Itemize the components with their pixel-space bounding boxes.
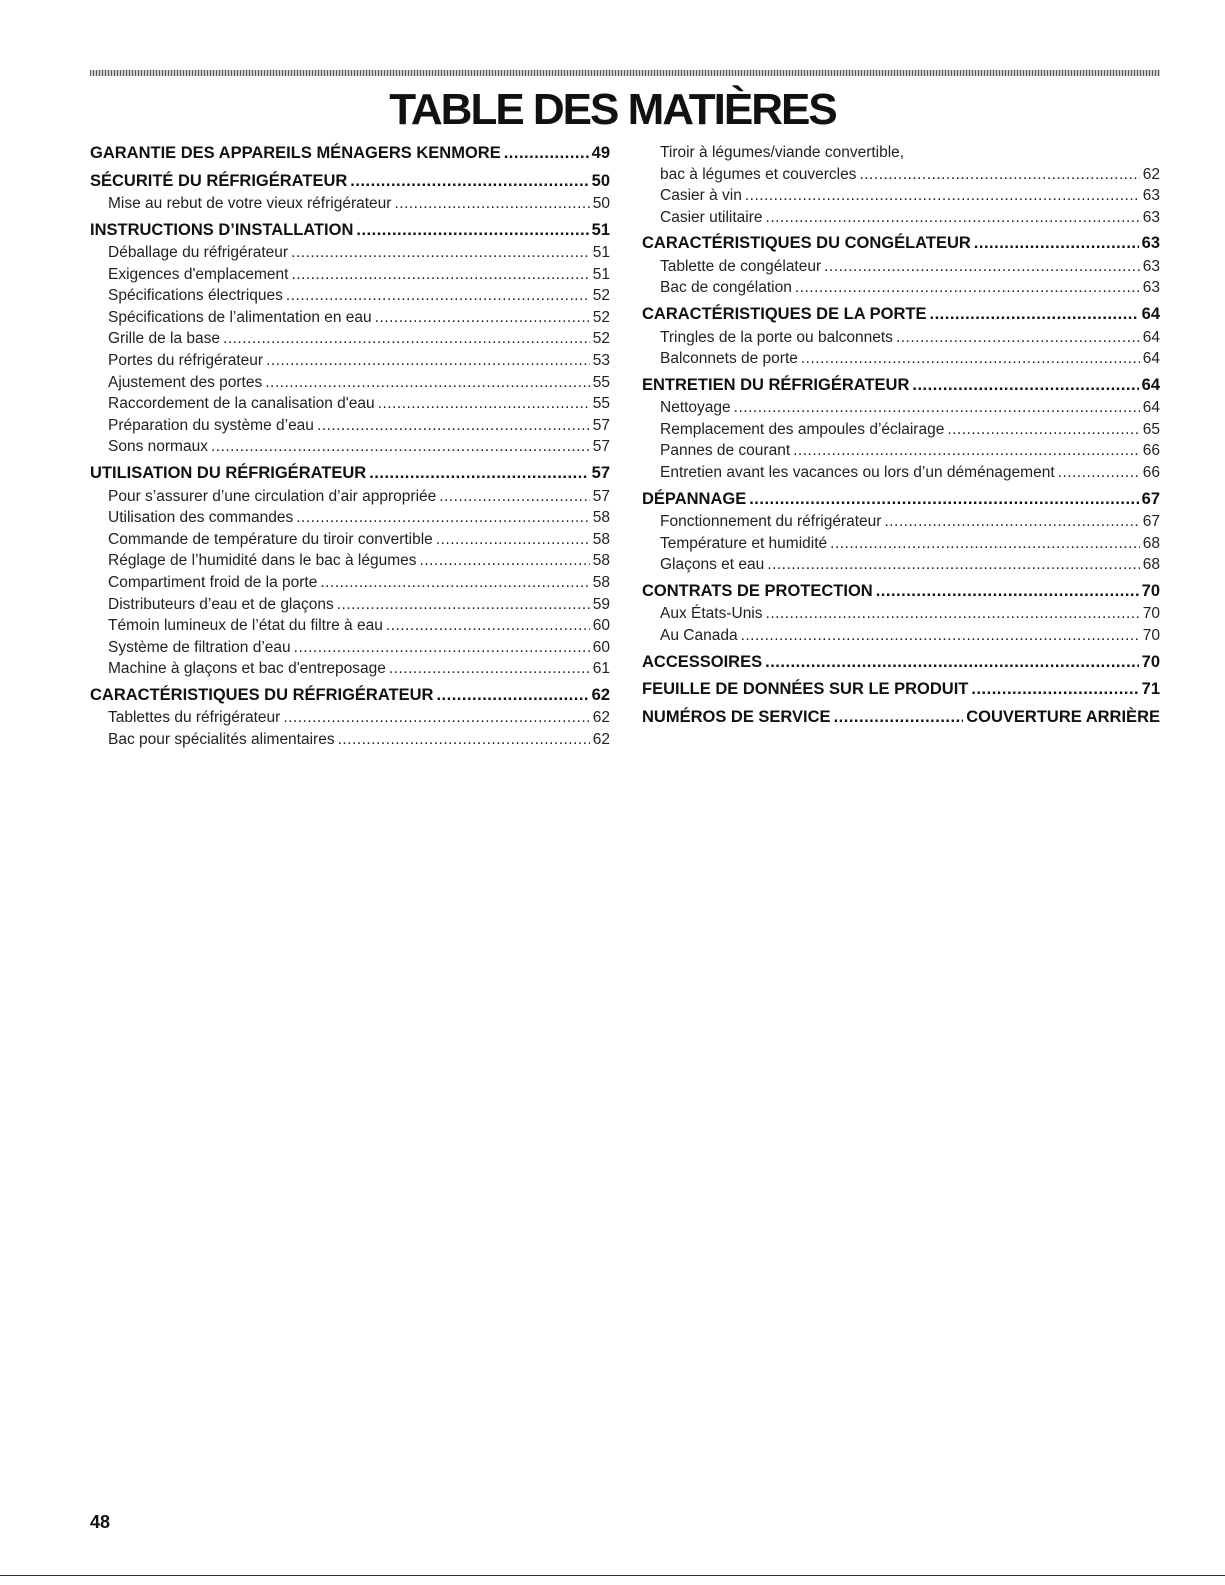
dot-leader bbox=[266, 350, 590, 372]
dot-leader bbox=[930, 303, 1139, 327]
toc-subentry[interactable] bbox=[90, 307, 610, 329]
toc-entry-label: Portes du réfrigérateur bbox=[108, 352, 264, 370]
toc-page-number: 49 bbox=[591, 144, 610, 162]
toc-entry-label: Température et humidité bbox=[660, 534, 828, 552]
toc-entry-label: Grille de la base bbox=[108, 330, 221, 348]
toc-page-number: 60 bbox=[592, 617, 610, 635]
toc-page-number: 51 bbox=[591, 220, 610, 239]
toc-entry-label: CARACTÉRISTIQUES DU CONGÉLATEUR bbox=[642, 234, 971, 253]
toc-section-entry[interactable] bbox=[90, 219, 610, 243]
toc-page-number: COUVERTURE ARRIÈRE bbox=[966, 707, 1160, 726]
toc-entry-label: DÉPANNAGE bbox=[642, 489, 747, 508]
toc-subentry[interactable] bbox=[90, 615, 610, 637]
toc-page-number: 70 bbox=[1142, 627, 1160, 644]
toc-subentry[interactable] bbox=[642, 277, 1160, 299]
toc-page-number: 58 bbox=[592, 573, 610, 591]
toc-page-number: 67 bbox=[1141, 489, 1160, 508]
toc-page-number: 58 bbox=[592, 509, 610, 527]
dot-leader bbox=[766, 207, 1140, 229]
toc-entry-label: Remplacement des ampoules d’éclairage bbox=[660, 420, 945, 438]
page-title: TABLE DES MATIÈRES bbox=[389, 85, 836, 134]
toc-subentry[interactable] bbox=[90, 529, 610, 551]
toc-page-number: 65 bbox=[1142, 420, 1160, 438]
toc-entry-label: Nettoyage bbox=[660, 399, 731, 417]
toc-page-number: 51 bbox=[592, 265, 610, 283]
toc-subentry[interactable] bbox=[90, 415, 610, 437]
dot-leader bbox=[947, 419, 1139, 441]
toc-page-number: 63 bbox=[1141, 234, 1160, 253]
dot-leader bbox=[320, 572, 589, 594]
toc-entry-label: CARACTÉRISTIQUES DU RÉFRIGÉRATEUR bbox=[90, 685, 434, 704]
toc-subentry[interactable] bbox=[642, 440, 1160, 462]
toc-entry-label: Aux États-Unis bbox=[660, 605, 763, 623]
toc-subentry[interactable] bbox=[90, 350, 610, 372]
toc-section-entry[interactable] bbox=[642, 303, 1160, 327]
toc-page-number: 70 bbox=[1142, 605, 1160, 623]
toc-subentry[interactable] bbox=[642, 603, 1160, 625]
dot-leader bbox=[211, 436, 590, 458]
toc-section-entry[interactable] bbox=[642, 706, 1160, 730]
dot-leader bbox=[436, 684, 588, 708]
toc-page-number: 57 bbox=[592, 487, 610, 505]
toc-subentry[interactable] bbox=[642, 533, 1160, 555]
toc-page-number: 62 bbox=[592, 730, 610, 748]
toc-subentry[interactable] bbox=[90, 242, 610, 264]
toc-entry-label: NUMÉROS DE SERVICE bbox=[642, 707, 831, 726]
dot-leader bbox=[337, 594, 590, 616]
dot-leader bbox=[338, 729, 590, 751]
toc-entry-label: Utilisation des commandes bbox=[108, 509, 294, 527]
toc-subentry[interactable] bbox=[90, 372, 610, 394]
toc-entry-label: Tringles de la porte ou balconnets bbox=[660, 328, 893, 346]
dot-leader bbox=[283, 707, 589, 729]
toc-subentry[interactable] bbox=[90, 637, 610, 659]
toc-entry-label: Témoin lumineux de l’état du filtre à eau bbox=[108, 617, 383, 635]
dot-leader bbox=[876, 580, 1139, 604]
toc-entry-label: Mise au rebut de votre vieux réfrigérateur bbox=[108, 195, 392, 212]
toc-subentry[interactable] bbox=[642, 397, 1160, 419]
top-dotted-rule bbox=[90, 70, 1160, 76]
toc-section-entry[interactable] bbox=[642, 580, 1160, 604]
toc-page-number: 63 bbox=[1142, 257, 1160, 275]
toc-entry-label: Exigences d'emplacement bbox=[108, 265, 289, 283]
toc-subentry[interactable] bbox=[90, 707, 610, 729]
toc-page-number: 63 bbox=[1142, 187, 1160, 205]
dot-leader bbox=[912, 374, 1138, 398]
dot-leader bbox=[896, 327, 1140, 349]
dot-leader bbox=[369, 462, 588, 486]
dot-leader bbox=[801, 348, 1140, 370]
dot-leader bbox=[356, 219, 588, 243]
toc-entry-label: ACCESSOIRES bbox=[642, 652, 763, 671]
toc-entry-label: Spécifications de l’alimentation en eau bbox=[108, 308, 372, 326]
toc-page-number: 63 bbox=[1142, 208, 1160, 226]
dot-leader bbox=[749, 488, 1138, 512]
toc-page-number: 59 bbox=[592, 595, 610, 613]
toc-entry-label: Spécifications électriques bbox=[108, 287, 283, 305]
toc-page-number: 68 bbox=[1142, 534, 1160, 552]
toc-section-entry[interactable] bbox=[90, 462, 610, 486]
toc-entry-label: Bac de congélation bbox=[660, 279, 792, 297]
page-number: 48 bbox=[90, 1512, 111, 1532]
toc-entry-label: FEUILLE DE DONNÉES SUR LE PRODUIT bbox=[642, 680, 969, 699]
toc-subentry[interactable] bbox=[90, 729, 610, 751]
toc-subentry[interactable] bbox=[90, 393, 610, 415]
toc-page-number: 70 bbox=[1141, 652, 1160, 671]
toc-entry-label: Tablettes du réfrigérateur bbox=[108, 709, 281, 727]
toc-entry-label: Fonctionnement du réfrigérateur bbox=[660, 513, 882, 531]
toc-section-entry[interactable] bbox=[90, 142, 610, 166]
toc-entry-label: Compartiment froid de la porte bbox=[108, 573, 318, 591]
toc-page-number: 64 bbox=[1142, 350, 1160, 368]
dot-leader bbox=[291, 242, 590, 264]
dot-leader bbox=[350, 170, 588, 194]
toc-entry-text: Tiroir à légumes/viande convertible, bbox=[660, 144, 905, 161]
toc-page-number: 50 bbox=[591, 171, 610, 190]
toc-section-entry[interactable] bbox=[642, 232, 1160, 256]
toc-entry-label: UTILISATION DU RÉFRIGÉRATEUR bbox=[90, 464, 367, 483]
dot-leader bbox=[824, 256, 1140, 278]
toc-left-column bbox=[90, 142, 610, 751]
toc-page-number: 64 bbox=[1142, 399, 1160, 417]
toc-section-entry[interactable] bbox=[642, 651, 1160, 675]
dot-leader bbox=[436, 529, 590, 551]
dot-leader bbox=[830, 533, 1140, 555]
toc-page-number: 52 bbox=[592, 330, 610, 348]
toc-entry-label: ENTRETIEN DU RÉFRIGÉRATEUR bbox=[642, 375, 910, 394]
toc-page-number: 55 bbox=[592, 373, 610, 391]
toc-subentry[interactable] bbox=[642, 348, 1160, 370]
dot-leader bbox=[378, 393, 590, 415]
toc-entry-label: Machine à glaçons et bac d'entreposage bbox=[108, 660, 386, 678]
toc-entry-label: Bac pour spécialités alimentaires bbox=[108, 730, 335, 748]
toc-entry-label: Balconnets de porte bbox=[660, 350, 798, 368]
dot-leader bbox=[766, 603, 1140, 625]
toc-subentry[interactable] bbox=[642, 185, 1160, 207]
dot-leader bbox=[439, 486, 589, 508]
toc-page-number: 57 bbox=[591, 464, 610, 483]
dot-leader bbox=[286, 285, 590, 307]
dot-leader bbox=[859, 164, 1139, 186]
dot-leader bbox=[389, 658, 590, 680]
toc-page-number: 64 bbox=[1141, 375, 1160, 394]
toc-entry-label: Ajustement des portes bbox=[108, 373, 263, 391]
toc-entry-label: CARACTÉRISTIQUES DE LA PORTE bbox=[642, 305, 927, 324]
toc-subentry[interactable] bbox=[90, 486, 610, 508]
toc-page-number: 58 bbox=[592, 552, 610, 570]
dot-leader bbox=[386, 615, 590, 637]
toc-section-entry[interactable] bbox=[642, 488, 1160, 512]
dot-leader bbox=[793, 440, 1140, 462]
toc-subentry[interactable] bbox=[642, 511, 1160, 533]
dot-leader bbox=[974, 232, 1139, 256]
dot-leader bbox=[765, 651, 1139, 675]
toc-entry-label: Tablette de congélateur bbox=[660, 257, 822, 275]
toc-page-number: 51 bbox=[592, 244, 610, 262]
toc-page-number: 64 bbox=[1142, 328, 1160, 346]
toc-entry-label: Casier à vin bbox=[660, 187, 742, 205]
toc-page-number: 58 bbox=[592, 530, 610, 548]
toc-entry-label: Sons normaux bbox=[108, 438, 208, 456]
toc-section-entry[interactable] bbox=[642, 374, 1160, 398]
dot-leader bbox=[504, 142, 589, 166]
toc-entry-label: CONTRATS DE PROTECTION bbox=[642, 581, 873, 600]
toc-subentry[interactable] bbox=[90, 328, 610, 350]
toc-entry-label: Pour s’assurer d’une circulation d’air appropriée bbox=[108, 487, 437, 505]
toc-entry-label: bac à légumes et couvercles bbox=[660, 165, 857, 183]
dot-leader bbox=[741, 625, 1140, 647]
toc-page-number: 62 bbox=[1142, 165, 1160, 183]
dot-leader bbox=[1058, 462, 1140, 484]
dot-leader bbox=[296, 507, 590, 529]
dot-leader bbox=[834, 706, 964, 730]
toc-entry-label: INSTRUCTIONS D’INSTALLATION bbox=[90, 220, 354, 239]
toc-entry-label: Casier utilitaire bbox=[660, 208, 763, 226]
toc-subentry[interactable] bbox=[90, 572, 610, 594]
toc-subentry[interactable] bbox=[90, 658, 610, 680]
toc-page-number: 62 bbox=[591, 685, 610, 704]
toc-entry-label: Pannes de courant bbox=[660, 442, 791, 460]
toc-page-number: 50 bbox=[592, 195, 610, 212]
dot-leader bbox=[734, 397, 1140, 419]
toc-page-number: 64 bbox=[1141, 305, 1160, 324]
dot-leader bbox=[767, 554, 1139, 576]
toc-subentry[interactable] bbox=[642, 625, 1160, 647]
toc-subentry[interactable] bbox=[90, 550, 610, 572]
toc-subentry[interactable] bbox=[642, 554, 1160, 576]
toc-entry-label: Au Canada bbox=[660, 627, 738, 644]
toc-page-number: 60 bbox=[592, 638, 610, 656]
toc-page-number: 61 bbox=[592, 660, 610, 678]
toc-subentry[interactable] bbox=[90, 507, 610, 529]
toc-entry-label: Commande de température du tiroir convertible bbox=[108, 530, 433, 548]
dot-leader bbox=[884, 511, 1139, 533]
toc-subentry[interactable] bbox=[642, 327, 1160, 349]
toc-subentry[interactable] bbox=[90, 594, 610, 616]
toc-page-number: 52 bbox=[592, 308, 610, 326]
toc-entry-label: Distributeurs d’eau et de glaçons bbox=[108, 595, 334, 613]
toc-page-number: 57 bbox=[592, 416, 610, 434]
dot-leader bbox=[223, 328, 590, 350]
toc-subentry[interactable] bbox=[642, 419, 1160, 441]
toc-section-entry[interactable] bbox=[90, 170, 610, 194]
toc-subentry[interactable] bbox=[90, 285, 610, 307]
toc-section-entry[interactable] bbox=[642, 678, 1160, 702]
toc-page-number: 53 bbox=[592, 352, 610, 370]
toc-page-number: 66 bbox=[1142, 464, 1160, 482]
toc-subentry[interactable] bbox=[642, 256, 1160, 278]
toc-right-column bbox=[642, 142, 1160, 729]
toc-subentry[interactable] bbox=[642, 207, 1160, 229]
toc-page-number: 71 bbox=[1141, 680, 1160, 699]
toc-entry-label: Raccordement de la canalisation d'eau bbox=[108, 395, 375, 413]
dot-leader bbox=[317, 415, 590, 437]
toc-entry-label: GARANTIE DES APPAREILS MÉNAGERS KENMORE bbox=[90, 144, 501, 162]
toc-entry-label: Réglage de l’humidité dans le bac à légumes bbox=[108, 552, 417, 570]
toc-page-number: 55 bbox=[592, 395, 610, 413]
toc-page-number: 57 bbox=[592, 438, 610, 456]
dot-leader bbox=[971, 678, 1138, 702]
toc-section-entry[interactable] bbox=[90, 684, 610, 708]
toc-entry-label: SÉCURITÉ DU RÉFRIGÉRATEUR bbox=[90, 171, 348, 190]
toc-page-number: 68 bbox=[1142, 556, 1160, 574]
toc-subentry[interactable] bbox=[642, 462, 1160, 484]
dot-leader bbox=[795, 277, 1140, 299]
toc-subentry[interactable] bbox=[642, 164, 1160, 186]
toc-entry-label: Entretien avant les vacances ou lors d’un déménagement bbox=[660, 464, 1055, 482]
dot-leader bbox=[745, 185, 1140, 207]
bottom-rule bbox=[0, 1575, 1225, 1576]
dot-leader bbox=[419, 550, 589, 572]
dot-leader bbox=[394, 193, 589, 215]
toc-entry-label: Déballage du réfrigérateur bbox=[108, 244, 289, 262]
toc-page-number: 67 bbox=[1142, 513, 1160, 531]
dot-leader bbox=[294, 637, 590, 659]
dot-leader bbox=[291, 264, 589, 286]
toc-subentry[interactable] bbox=[90, 436, 610, 458]
toc-subentry[interactable] bbox=[90, 264, 610, 286]
toc-page-number: 63 bbox=[1142, 279, 1160, 297]
dot-leader bbox=[375, 307, 590, 329]
toc-page-number: 52 bbox=[592, 287, 610, 305]
toc-page-number: 66 bbox=[1142, 442, 1160, 460]
toc-entry-label: Glaçons et eau bbox=[660, 556, 765, 574]
toc-page-number: 62 bbox=[592, 709, 610, 727]
toc-subentry[interactable] bbox=[90, 193, 610, 215]
toc-page-number: 70 bbox=[1141, 581, 1160, 600]
toc-entry-label: Préparation du système d’eau bbox=[108, 416, 314, 434]
dot-leader bbox=[265, 372, 590, 394]
toc-entry-label: Système de filtration d’eau bbox=[108, 638, 291, 656]
